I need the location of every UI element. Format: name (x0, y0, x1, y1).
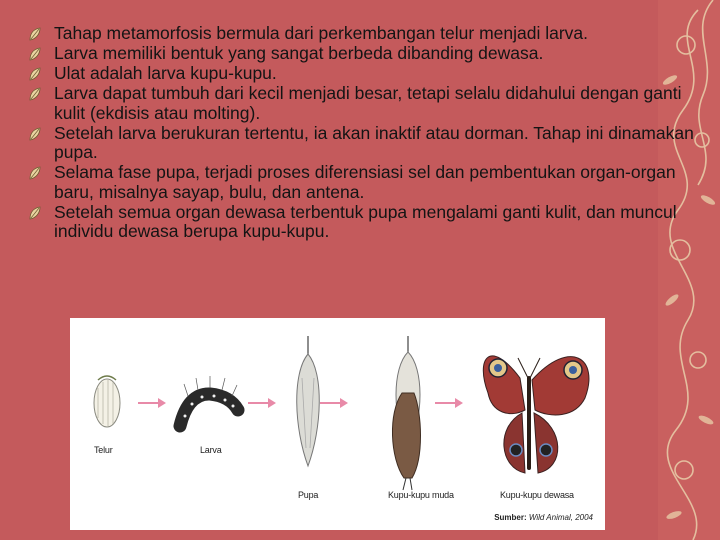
source-label: Sumber: (494, 513, 527, 522)
leaf-bullet-icon (28, 87, 42, 101)
bullet-item (28, 64, 698, 84)
label-egg: Telur (94, 445, 113, 455)
bullet-item (28, 203, 698, 242)
larva-illustration (180, 376, 238, 426)
arrow-icon (268, 398, 276, 408)
young-butterfly-illustration (392, 336, 420, 490)
source-text: Wild Animal, 2004 (528, 513, 593, 522)
bullet-item (28, 84, 698, 123)
metamorphosis-figure (70, 318, 605, 530)
arrow-icon (158, 398, 166, 408)
label-adult-butterfly: Kupu-kupu dewasa (500, 490, 574, 500)
bullet-text: Tahap metamorfosis bermula dari perkembangan telur menjadi larva. (54, 23, 589, 43)
bullet-item (28, 44, 698, 64)
bullet-item (28, 24, 698, 44)
pupa-illustration (297, 336, 320, 466)
bullet-list (28, 24, 698, 242)
leaf-bullet-icon (28, 27, 42, 41)
bullet-text: Selama fase pupa, terjadi proses diferensiasi sel dan pembentukan organ-organ baru, misalnya sayap, bulu, dan antena. (54, 162, 676, 202)
label-larva: Larva (200, 445, 222, 455)
adult-butterfly-illustration (483, 356, 589, 473)
bullet-text: Larva dapat tumbuh dari kecil menjadi besar, tetapi selalu didahului dengan ganti kulit (ekdisis atau molting). (54, 83, 682, 123)
leaf-bullet-icon (28, 166, 42, 180)
leaf-bullet-icon (28, 127, 42, 141)
arrow-icon (340, 398, 348, 408)
label-young-butterfly: Kupu-kupu muda (388, 490, 454, 500)
bullet-item (28, 163, 698, 202)
egg-illustration (94, 376, 120, 427)
bullet-text: Ulat adalah larva kupu-kupu. (54, 63, 277, 83)
leaf-bullet-icon (28, 47, 42, 61)
figure-source (494, 513, 593, 522)
leaf-bullet-icon (28, 67, 42, 81)
bullet-text: Setelah larva berukuran tertentu, ia akan inaktif atau dorman. Tahap ini dinamakan pupa. (54, 122, 694, 162)
bullet-text: Larva memiliki bentuk yang sangat berbeda dibanding dewasa. (54, 43, 544, 63)
bullet-item (28, 124, 698, 163)
bullet-text: Setelah semua organ dewasa terbentuk pupa mengalami ganti kulit, dan muncul individu dewasa berupa kupu-kupu. (54, 201, 677, 241)
label-pupa: Pupa (298, 490, 319, 500)
leaf-bullet-icon (28, 206, 42, 220)
arrow-icon (455, 398, 463, 408)
